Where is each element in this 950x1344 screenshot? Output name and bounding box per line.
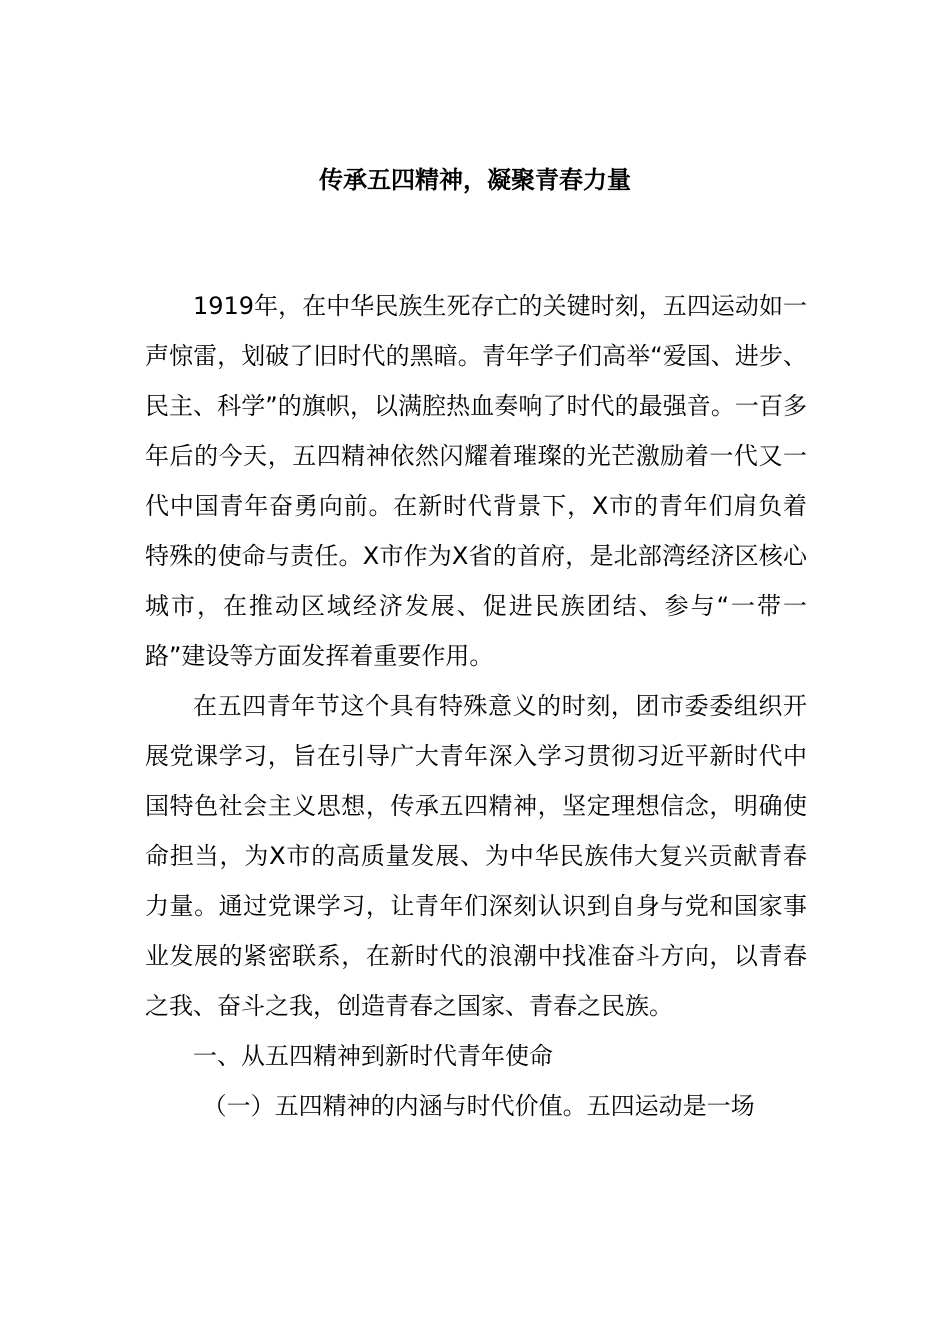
document-body	[145, 281, 807, 1131]
section-heading-1: 一、从五四精神到新时代青年使命	[193, 1042, 553, 1070]
paragraph-intro: 1919年，在中华民族生死存亡的关键时刻，五四运动如一声惊雷，划破了旧时代的黑暗。青年学子们高举“爱国、进步、民主、科学”的旗帜，以满腔热血奏响了时代的最强音。一百多年后的今天，五四精神依然闪耀着璀璨的光芒激励着一代又一代中国青年奋勇向前。在新时代背景下，X市的青年们肩负着特殊的使命与责任。X市作为X省的首府，是北部湾经济区核心城市，在推动区域经济发展、促进民族团结、参与“一带一路”建设等方面发挥着重要作用。	[145, 292, 807, 670]
paragraph-purpose: 在五四青年节这个具有特殊意义的时刻，团市委委组织开展党课学习，旨在引导广大青年深入学习贯彻习近平新时代中国特色社会主义思想，传承五四精神，坚定理想信念，明确使命担当，为X市的高质量发展、为中华民族伟大复兴贡献青春力量。通过党课学习，让青年们深刻认识到自身与党和国家事业发展的紧密联系，在新时代的浪潮中找准奋斗方向，以青春之我、奋斗之我，创造青春之国家、青春之民族。	[145, 692, 807, 1020]
document-title: 传承五四精神，凝聚青春力量	[319, 166, 631, 194]
subsection-heading-1-1: （一）五四精神的内涵与时代价值。五四运动是一场	[202, 1092, 755, 1120]
